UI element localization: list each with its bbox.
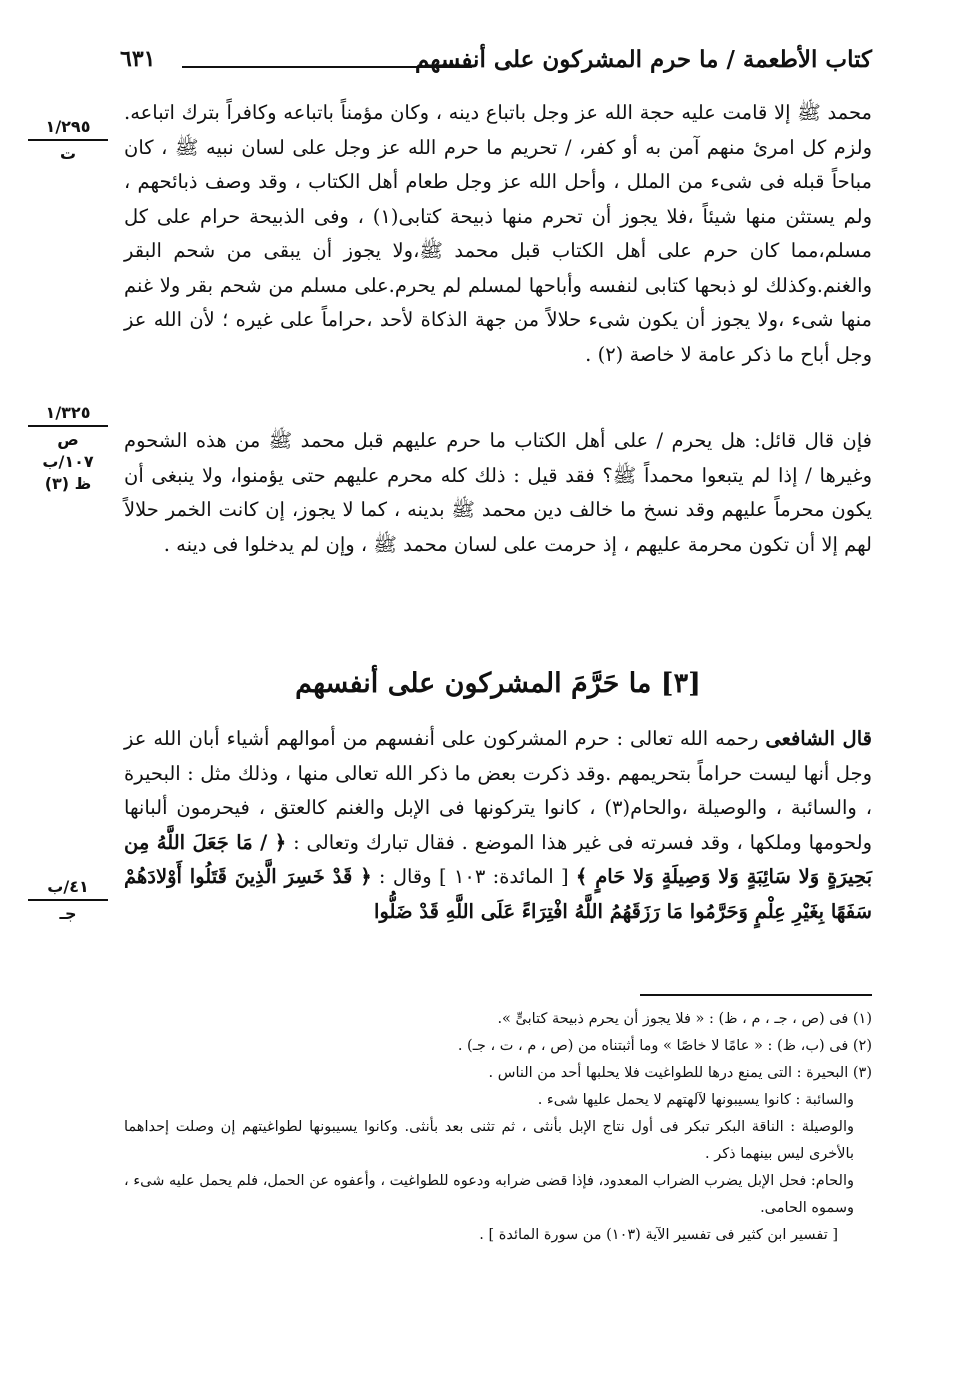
header-title: كتاب الأطعمة / ما حرم المشركون على أنفسهم <box>414 46 872 73</box>
footnote: [ تفسير ابن كثير فى تفسير الآية (١٠٣) من سورة المائدة ] . <box>479 1227 838 1243</box>
paragraph-3 <box>124 722 872 929</box>
margin-note-ref: ظ (٣) <box>44 474 92 493</box>
margin-note-3 <box>22 876 114 925</box>
section-heading: [٣] ما حَرَّمَ المشركون على أنفسهم <box>295 668 701 699</box>
footnote: (١) فى (ص ، جـ ، م ، ظ) : « فلا يجوز أن يحرم ذبيحة كتابىٍّ ». <box>497 1011 872 1027</box>
margin-note-ref: جـ <box>59 904 77 923</box>
paragraph-text: فإن قال قائل: هل يحرم / على أهل الكتاب ما حرم عليهم قبل محمد ﷺ من هذه الشحوم وغيرها / إذا لم يتبعوا محمداً ﷺ؟ فقد قيل : ذلك كله محرم عليهم حتى يؤمنوا، ولا ينبغى أن يكون محرماً عليهم وقد نسخ ما خالف دين محمد ﷺ بدينه ، كما لا يجوز، إن كانت الخمر حلالاً لهم إلا أن تكون محرمة عليهم ، إذ حرمت على لسان محمد ﷺ ، وإن لم يدخلوا فى دينه . <box>124 429 872 556</box>
footnotes <box>124 1006 872 1249</box>
margin-note-ref: ١/٢٩٥ <box>45 117 91 136</box>
margin-note-ref: ص <box>57 430 79 449</box>
footnote: والوصيلة : الناقة البكر تبكر فى أول نتاج الإبل بأنثى ، ثم تثنى بعد بأنثى. وكانوا يسيبونها لطواغيتهم إن وصلت إحداهما بالأخرى ليس بينهما ذكر . <box>124 1119 854 1162</box>
footnote-separator <box>640 994 872 996</box>
margin-note-2 <box>22 402 114 495</box>
paragraph-lead: قال الشافعى <box>765 727 872 750</box>
paragraph-text <box>124 722 872 929</box>
margin-note-ref: ١٠٧/ب <box>42 452 94 471</box>
header-rule <box>182 66 472 68</box>
margin-note-rule <box>28 899 108 901</box>
margin-note-rule <box>28 425 108 427</box>
paragraph-2 <box>124 424 872 562</box>
margin-note-rule <box>28 139 108 141</box>
footnote: والسائبة : كانوا يسيبونها لآلهتهم لا يحمل عليها شىء . <box>537 1092 854 1108</box>
margin-note-1 <box>22 116 114 165</box>
paragraph-text: محمد ﷺ إلا قامت عليه حجة الله عز وجل باتباع دينه ، وكان مؤمناً باتباعه وكافراً بترك اتباعه. ولزم كل امرئ منهم آمن به أو كفر، / تحريم ما حرم الله عز وجل على لسان نبيه ﷺ ، كان مباحاً قبله فى شىء من الملل ، وأحل الله عز وجل طعام أهل الكتاب ، وقد وصف ذبائحهم ، ولم يستثن منها شيئاً ،فلا يجوز أن تحرم منها ذبيحة كتابى(١) ، وفى الذبيحة حرام على كل مسلم،مما كان حرم على أهل الكتاب قبل محمد ﷺ،ولا يجوز أن يبقى من شحم البقر والغنم.وكذلك لو ذبحها كتابى لنفسه وأباحها لمسلم لم يحرم.على مسلم من شحم بقر ولا غنم منها شىء ،ولا يجوز أن يكون شىء حلالاً من جهة الذكاة لأحد ،حراماً على غيره ؛ لأن الله عز وجل أباح ما ذكر عامة لا خاصة (٢) . <box>124 101 872 366</box>
running-header <box>120 40 872 80</box>
quran-verse: ﴿ قَدْ خَسِرَ الَّذِينَ قَتَلُوا أَوْلادَهُمْ سَفَهًا بِغَيْرِ عِلْمٍ وَحَرَّمُوا مَا رَزَقَهُمُ اللَّهُ افْتِرَاءً عَلَى اللَّهِ قَدْ ضَلُّوا <box>124 865 872 923</box>
quran-verse: ﴿ / مَا جَعَلَ اللَّهُ مِن بَحِيرَةٍ وَلا سَائِبَةٍ وَلا وَصِيلَةٍ وَلا حَامٍ ﴾ <box>124 830 872 888</box>
margin-note-ref: ١/٣٢٥ <box>45 403 91 422</box>
page-number: ٦٣١ <box>120 46 156 72</box>
paragraph-1 <box>124 96 872 372</box>
footnote: (٢) فى (ب، ظ) : « عامًا لا خاصًا » وما أثبتناه من (ص ، م ، ت ، جـ) . <box>457 1038 872 1054</box>
margin-note-ref: ت <box>59 144 77 163</box>
footnote: (٣) البحيرة : التى يمنع درها للطواغيت فلا يحلبها أحد من الناس . <box>488 1065 872 1081</box>
paragraph-body: رحمه الله تعالى : حرم المشركون على أنفسهم من أموالهم أشياء أبان الله عز وجل أنها ليست حراماً بتحريمهم .وقد ذكرت بعض ما ذكر الله تعالى منها ، وذلك مثل : البحيرة ، والسائبة ، والوصيلة ،والحام(٣) ، كانوا يتركونها فى الإبل والغنم كالعتق ، فيحرمون ألبانها ولحومها وملكها ، وقد فسرته فى غير هذا الموضع . فقال تبارك وتعالى : <box>124 727 872 854</box>
verse-reference: [ المائدة: ١٠٣ ] وقال : <box>371 865 576 888</box>
margin-note-ref: ٤١/ب <box>47 877 89 896</box>
footnote: والحام: فحل الإبل يضرب الضراب المعدود، فإذا قضى ضرابه ودعوه للطواغيت ، وأعفوه عن الحمل، فلم يحمل عليه شىء ، وسموه الحامى. <box>124 1173 854 1216</box>
